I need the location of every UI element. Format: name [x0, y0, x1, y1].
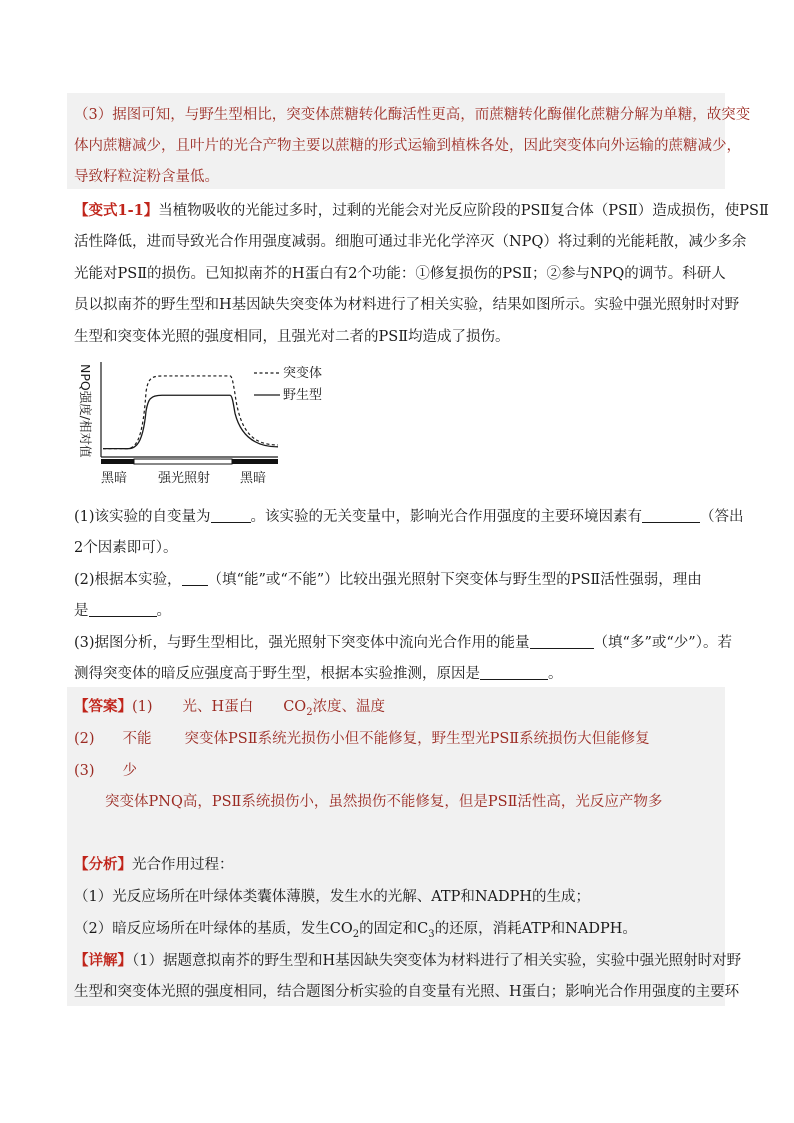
x-segment-dark-start: 黑暗: [101, 471, 128, 486]
answer-2-value-1: 不能: [122, 731, 152, 747]
variant-tag: 【变式1-1】: [74, 202, 159, 219]
light-bar-dark-start: [101, 459, 134, 464]
q1-text-a: (1)该实验的自变量为: [74, 509, 211, 525]
answer-1-num: (1): [132, 699, 153, 715]
q2-blank-1[interactable]: [182, 571, 208, 586]
chart-ylabel: NPQ强度/相对值: [78, 364, 93, 458]
q1-text-c: （答出: [700, 509, 744, 525]
answer-1-value-1: 光、H蛋白: [182, 699, 254, 715]
answer-2-value-2: 突变体PSⅡ系统光损伤小但不能修复，野生型光PSⅡ系统损伤大但能修复: [184, 731, 650, 747]
detail-tag: 【详解】: [74, 952, 132, 969]
q1-blank-2[interactable]: [642, 508, 700, 523]
subquestion-2-line-1: [74, 568, 702, 589]
question-line-5: 生型和突变体光照的强度相同，且强光对二者的PSⅡ均造成了损伤。: [74, 329, 510, 345]
detail-line-1: [74, 949, 741, 970]
answer-1-value-2: $CO_2$浓度、温度: [283, 699, 386, 718]
legend-wildtype-label: 野生型: [283, 388, 323, 403]
x-segment-dark-end: 黑暗: [240, 471, 267, 486]
series-line-wildtype: [103, 395, 278, 448]
x-segment-strong-light: 强光照射: [158, 471, 211, 486]
subquestion-3-line-2: [74, 662, 563, 683]
q1-text-b: 。该实验的无关变量中，影响光合作用强度的主要环境因素有: [250, 509, 643, 525]
q1-blank-1[interactable]: [211, 508, 251, 523]
analysis-title-line: [74, 853, 234, 874]
q3-text-d: 。: [548, 666, 563, 682]
answer-part3-line-1: （3）据图可知，与野生型相比，突变体蔗糖转化酶活性更高，而蔗糖转化酶催化蔗糖分解为单糖，故突变: [74, 107, 751, 123]
answer-part3-line-3: 导致籽粒淀粉含量低。: [74, 169, 219, 185]
detail-text-1: （1）据题意拟南芥的野生型和H基因缺失突变体为材料进行了相关实验，实验中强光照射时对野: [132, 953, 742, 969]
q3-text-c: 测得突变体的暗反应强度高于野生型，根据本实验推测，原因是: [74, 666, 480, 682]
q3-text-a: (3)据图分析，与野生型相比，强光照射下突变体中流向光合作用的能量: [74, 635, 530, 651]
question-line-2: 活性降低，进而导致光合作用强度减弱。细胞可通过非光化学淬灭（NPQ）将过剩的光能耗散，减少多余: [74, 234, 747, 250]
light-bar-dark-end: [232, 459, 278, 464]
question-text: 当植物吸收的光能过多时，过剩的光能会对光反应阶段的PSⅡ复合体（PSⅡ）造成损伤，使PSⅡ: [158, 203, 769, 219]
answer-line-2: [74, 727, 650, 748]
answer-line-1: [74, 695, 385, 718]
answer-3-value-1: 少: [122, 763, 138, 779]
q2-text-b: （填“能”或“不能”）比较出强光照射下突变体与野生型的PSⅡ活性强弱，理由: [207, 572, 702, 588]
subquestion-2-line-2: [74, 599, 171, 620]
analysis-title: 光合作用过程：: [132, 857, 234, 873]
subquestion-1-line-1: [74, 505, 744, 526]
q2-text-d: 。: [156, 603, 171, 619]
subquestion-3-line-1: [74, 631, 732, 652]
question-line-1: [74, 199, 769, 220]
series-line-mutant: [103, 376, 278, 449]
answer-line-4: 突变体PNQ高，PSⅡ系统损伤小，虽然损伤不能修复，但是PSⅡ活性高，光反应产物多: [105, 794, 663, 810]
subquestion-1-line-2: 2个因素即可）。: [74, 540, 178, 556]
light-bar-strong-light: [134, 459, 232, 464]
answer-part3-line-2: 体内蔗糖减少，且叶片的光合产物主要以蔗糖的形式运输到植株各处，因此突变体向外运输的蔗糖减少，: [74, 138, 741, 154]
q2-blank-2[interactable]: [89, 602, 157, 617]
q3-blank-1[interactable]: [530, 634, 594, 649]
legend-mutant-label: 突变体: [283, 366, 323, 381]
question-line-3: 光能对PSⅡ的损伤。已知拟南芥的H蛋白有2个功能：①修复损伤的PSⅡ；②参与NPQ的调节。科研人: [74, 266, 726, 282]
analysis-line-1: （1）光反应场所在叶绿体类囊体薄膜，发生水的光解、ATP和NADPH的生成；: [74, 889, 591, 905]
answer-line-3: [74, 759, 137, 780]
q3-text-b: （填“多”或“少”）。若: [593, 635, 732, 651]
detail-line-2: 生型和突变体光照的强度相同，结合题图分析实验的自变量有光照、H蛋白；影响光合作用强度的主要环: [74, 984, 740, 1000]
analysis-line-2: （2）暗反应场所在叶绿体的基质，发生$CO_2$的固定和$C_3$的还原，消耗ATP和NADPH。: [74, 921, 637, 940]
q2-text-a: (2)根据本实验，: [74, 572, 182, 588]
answer-tag: 【答案】: [74, 698, 132, 715]
analysis-tag: 【分析】: [74, 856, 132, 873]
answer-2-num: (2): [74, 731, 95, 747]
q2-text-c: 是: [74, 603, 89, 619]
answer-3-num: (3): [74, 763, 95, 779]
npq-chart: [72, 356, 352, 491]
question-line-4: 员以拟南芥的野生型和H基因缺失突变体为材料进行了相关实验，结果如图所示。实验中强光照射时对野: [74, 297, 740, 313]
q3-blank-2[interactable]: [480, 665, 548, 680]
